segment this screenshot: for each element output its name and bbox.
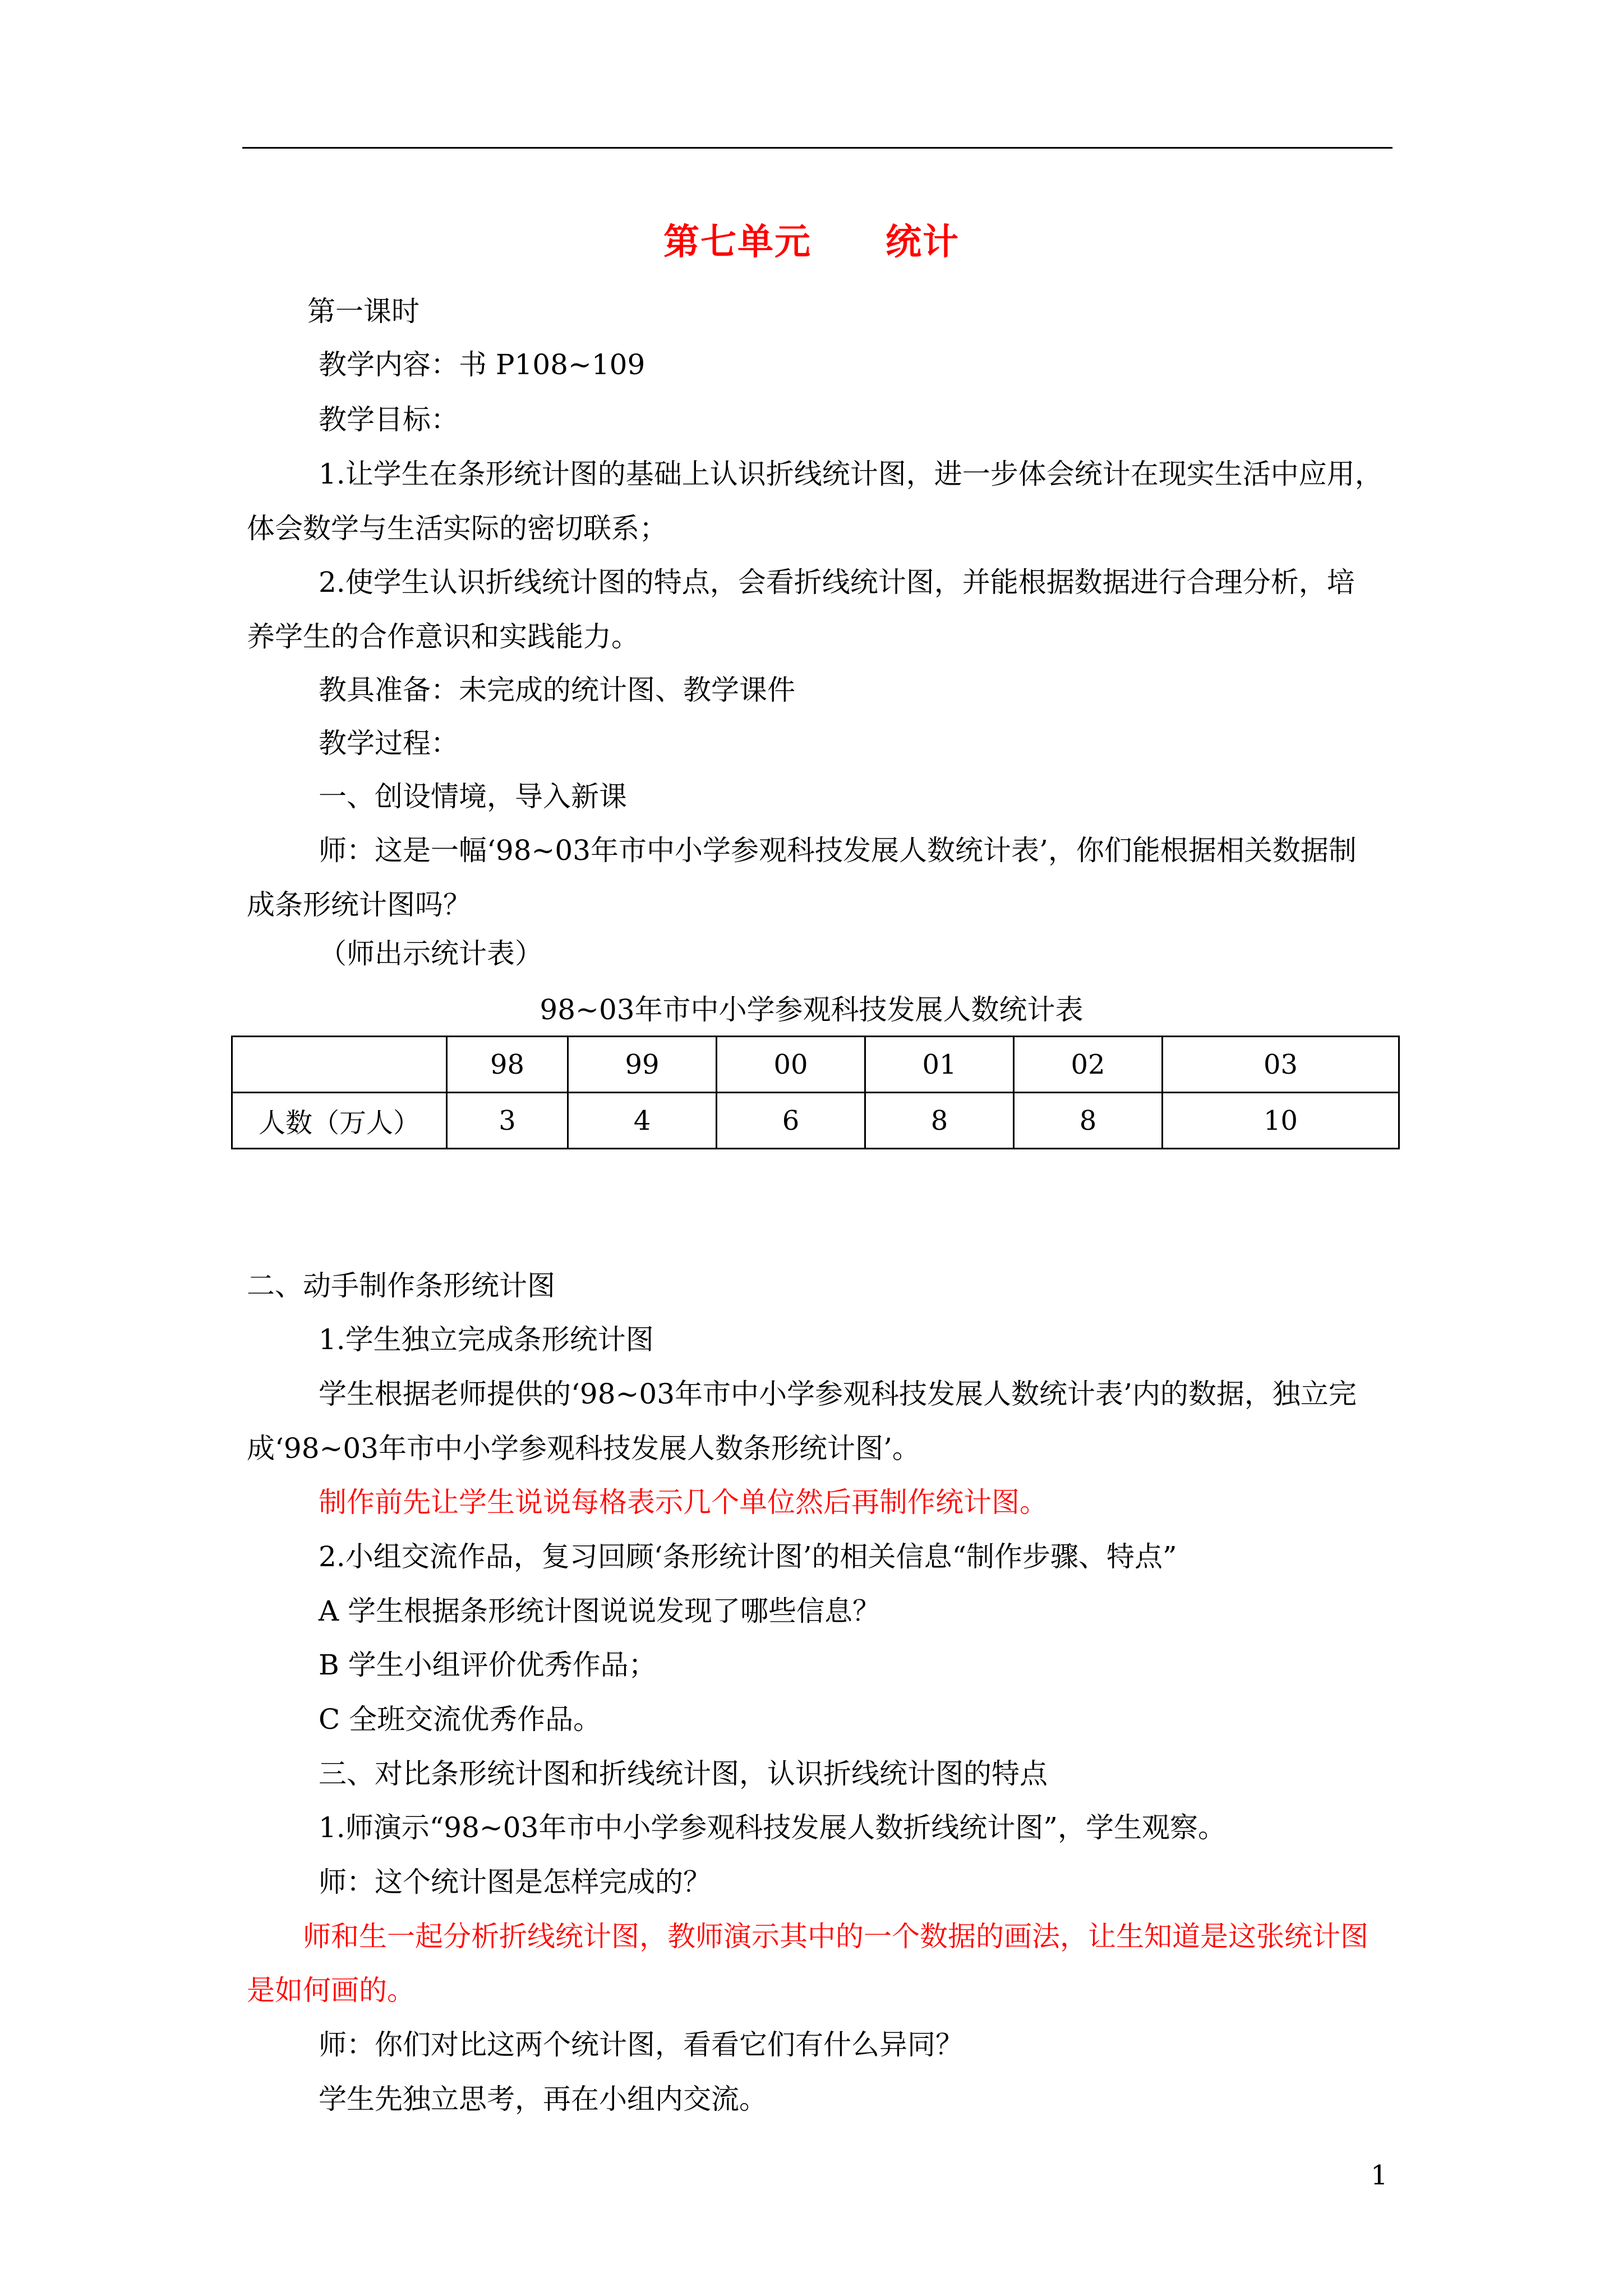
section-2-heading: 二、动手制作条形统计图 [247, 1269, 555, 1302]
table-caption: 98~03年市中小学参观科技发展人数统计表 [540, 993, 1083, 1026]
table-cell: 6 [717, 1093, 865, 1149]
teacher-question-1: 师：这个统计图是怎样完成的？ [319, 1866, 711, 1898]
table-cell: 3 [447, 1093, 568, 1149]
teaching-process-label: 教学过程： [319, 727, 459, 760]
table-cell: 10 [1163, 1093, 1399, 1149]
teaching-content: 教学内容：书 P108~109 [319, 348, 645, 381]
table-header-cell: 03 [1163, 1037, 1399, 1093]
red-note-2-line-2: 是如何画的。 [247, 1974, 415, 2007]
teaching-goals-label: 教学目标： [319, 403, 459, 436]
table-header-row [232, 1037, 1399, 1093]
teacher-prompt-line-1: 师：这是一幅‘98~03年市中小学参观科技发展人数统计表’，你们能根据相关数据制 [319, 834, 1357, 867]
red-note-2-line-1: 师和生一起分析折线统计图，教师演示其中的一个数据的画法，让生知道是这张统计图 [303, 1920, 1368, 1953]
table-cell: 8 [1014, 1093, 1163, 1149]
goal-1-line-1: 1.让学生在条形统计图的基础上认识折线统计图，进一步体会统计在现实生活中应用， [319, 458, 1383, 490]
table-header-cell: 02 [1014, 1037, 1163, 1093]
step-2-heading: 2.小组交流作品，复习回顾‘条形统计图’的相关信息“制作步骤、特点” [319, 1540, 1177, 1573]
lesson-label: 第一课时 [307, 295, 419, 328]
step-1-line-2: 成‘98~03年市中小学参观科技发展人数条形统计图’。 [247, 1432, 920, 1465]
step-1-line-1: 学生根据老师提供的‘98~03年市中小学参观科技发展人数统计表’内的数据，独立完 [319, 1378, 1357, 1410]
table-row [232, 1093, 1399, 1149]
table-header-cell: 99 [568, 1037, 717, 1093]
teaching-tools: 教具准备：未完成的统计图、教学课件 [319, 674, 795, 706]
unit-title: 第七单元 统计 [663, 221, 960, 263]
section-3-step-1: 1.师演示“98~03年市中小学参观科技发展人数折线统计图”，学生观察。 [319, 1811, 1226, 1844]
table-header-cell [232, 1037, 447, 1093]
item-b: B 学生小组评价优秀作品； [319, 1649, 657, 1681]
goal-2-line-1: 2.使学生认识折线统计图的特点，会看折线统计图，并能根据数据进行合理分析，培 [319, 566, 1355, 599]
section-1-heading: 一、创设情境，导入新课 [319, 780, 627, 813]
teacher-prompt-line-2: 成条形统计图吗？ [247, 889, 471, 921]
table-header-cell: 00 [717, 1037, 865, 1093]
red-note-1: 制作前先让学生说说每格表示几个单位然后再制作统计图。 [319, 1486, 1048, 1519]
step-1-heading: 1.学生独立完成条形统计图 [319, 1323, 654, 1356]
statistics-table [231, 1036, 1400, 1149]
page-number: 1 [1371, 2160, 1388, 2191]
table-row-label: 人数（万人） [232, 1093, 447, 1149]
table-header-cell: 01 [865, 1037, 1014, 1093]
header-rule [242, 147, 1393, 149]
table-header-cell: 98 [447, 1037, 568, 1093]
goal-2-line-2: 养学生的合作意识和实践能力。 [247, 620, 639, 653]
table-cell: 8 [865, 1093, 1014, 1149]
item-a: A 学生根据条形统计图说说发现了哪些信息？ [319, 1595, 881, 1627]
teacher-question-2: 师：你们对比这两个统计图，看看它们有什么异同？ [319, 2028, 963, 2061]
goal-1-line-2: 体会数学与生活实际的密切联系； [247, 512, 667, 545]
table-cell: 4 [568, 1093, 717, 1149]
show-table-note: （师出示统计表） [319, 937, 543, 970]
student-activity: 学生先独立思考，再在小组内交流。 [319, 2083, 767, 2115]
section-3-heading: 三、对比条形统计图和折线统计图，认识折线统计图的特点 [319, 1757, 1048, 1790]
item-c: C 全班交流优秀作品。 [319, 1703, 602, 1736]
